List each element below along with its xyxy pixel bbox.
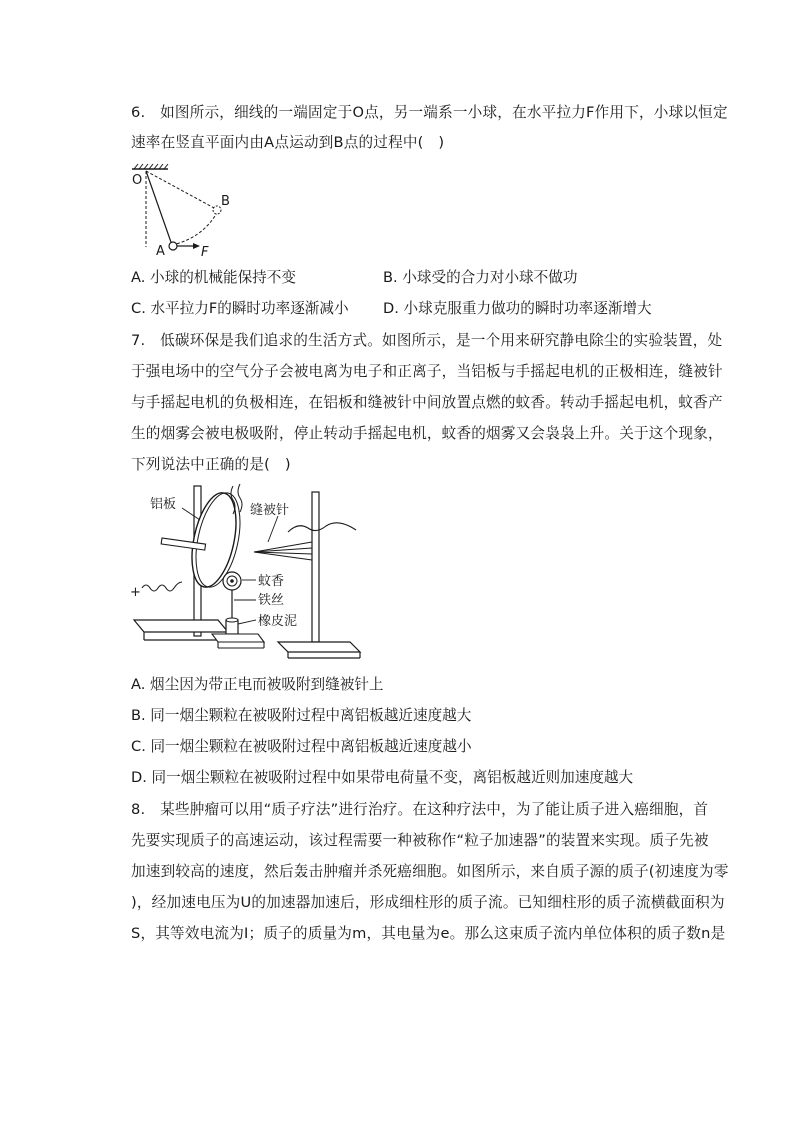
label-plus: +	[130, 585, 141, 600]
label-needle: 缝被针	[250, 503, 290, 518]
q6-text-line-1: 6. 如图所示，细线的一端固定于O点，另一端系一小球，在水平拉力F作用下，小球以恒定	[131, 104, 728, 121]
ceiling-hatch	[132, 164, 168, 169]
q7-text-line-1: 7. 低碳环保是我们追求的生活方式。如图所示，是一个用来研究静电除尘的实验装置，处	[131, 332, 723, 349]
force-arrowhead	[193, 243, 200, 249]
q7-text-line-4: 生的烟雾会被电极吸附，停止转动手摇起电机，蚊香的烟雾又会袅袅上升。关于这个现象，	[131, 425, 723, 442]
label-clay: 橡皮泥	[258, 614, 298, 629]
label-b: B	[221, 194, 230, 209]
q6-option-c[interactable]: C. 水平拉力F的瞬时功率逐渐减小	[131, 300, 349, 317]
q7-option-b[interactable]: B. 同一烟尘颗粒在被吸附过程中离铝板越近速度越大	[131, 707, 472, 724]
label-plate: 铝板	[150, 497, 177, 512]
sewing-needles	[254, 542, 312, 560]
ball-a	[169, 242, 177, 250]
q7-option-a[interactable]: A. 烟尘因为带正电而被吸附到缝被针上	[131, 676, 384, 693]
label-iron-wire: 铁丝	[258, 593, 285, 608]
incense-coil	[223, 572, 241, 590]
ball-b	[213, 206, 221, 214]
q6-text-line-2: 速率在竖直平面内由A点运动到B点的过程中( )	[131, 134, 445, 151]
positive-wire-coil	[142, 582, 182, 591]
label-incense: 蚊香	[258, 574, 285, 589]
q8-text-line-4: )，经加速电压为U的加速器加速后，形成细柱形的质子流。已知细柱形的质子流横截面积为	[131, 894, 725, 911]
negative-wire	[288, 523, 356, 532]
q7-electrostatic-apparatus-figure	[128, 480, 368, 662]
q8-text-line-2: 先要实现质子的高速运动，该过程需要一种被称作“粒子加速器”的装置来实现。质子先被	[131, 832, 709, 849]
q7-text-line-2: 于强电场中的空气分子会被电离为电子和正离子，当铝板与手摇起电机的正极相连，缝被针	[131, 363, 723, 380]
right-stand	[278, 492, 360, 658]
q6-option-a[interactable]: A. 小球的机械能保持不变	[131, 269, 296, 286]
string-to-b-dashed	[146, 171, 216, 209]
q8-text-line-1: 8. 某些肿瘤可以用“质子疗法”进行治疗。在这种疗法中，为了能让质子进入癌细胞，首	[131, 801, 709, 818]
string-to-a	[146, 171, 172, 245]
label-f: F	[201, 245, 209, 260]
label-o: O	[132, 173, 143, 188]
q7-text-line-3: 与手摇起电机的负极相连，在铝板和缝被针中间放置点燃的蚊香。转动手摇起电机，蚊香产	[131, 394, 723, 411]
q7-option-c[interactable]: C. 同一烟尘颗粒在被吸附过程中离铝板越近速度越小	[131, 738, 472, 755]
q8-text-line-5: S，其等效电流为I；质子的质量为m，其电量为e。那么这束质子流内单位体积的质子数n是	[131, 925, 726, 942]
q6-pendulum-figure	[128, 163, 238, 263]
arc-path-dashed	[172, 211, 218, 245]
label-a: A	[156, 244, 165, 259]
q6-option-d[interactable]: D. 小球克服重力做功的瞬时功率逐渐增大	[383, 300, 652, 317]
q8-text-line-3: 加速到较高的速度，然后轰击肿瘤并杀死癌细胞。如图所示，来自质子源的质子(初速度为零	[131, 863, 729, 880]
q7-text-line-5: 下列说法中正确的是( )	[131, 456, 291, 473]
q6-option-b[interactable]: B. 小球受的合力对小球不做功	[383, 269, 578, 286]
q7-option-d[interactable]: D. 同一烟尘颗粒在被吸附过程中如果带电荷量不变，离铝板越近则加速度越大	[131, 769, 634, 786]
